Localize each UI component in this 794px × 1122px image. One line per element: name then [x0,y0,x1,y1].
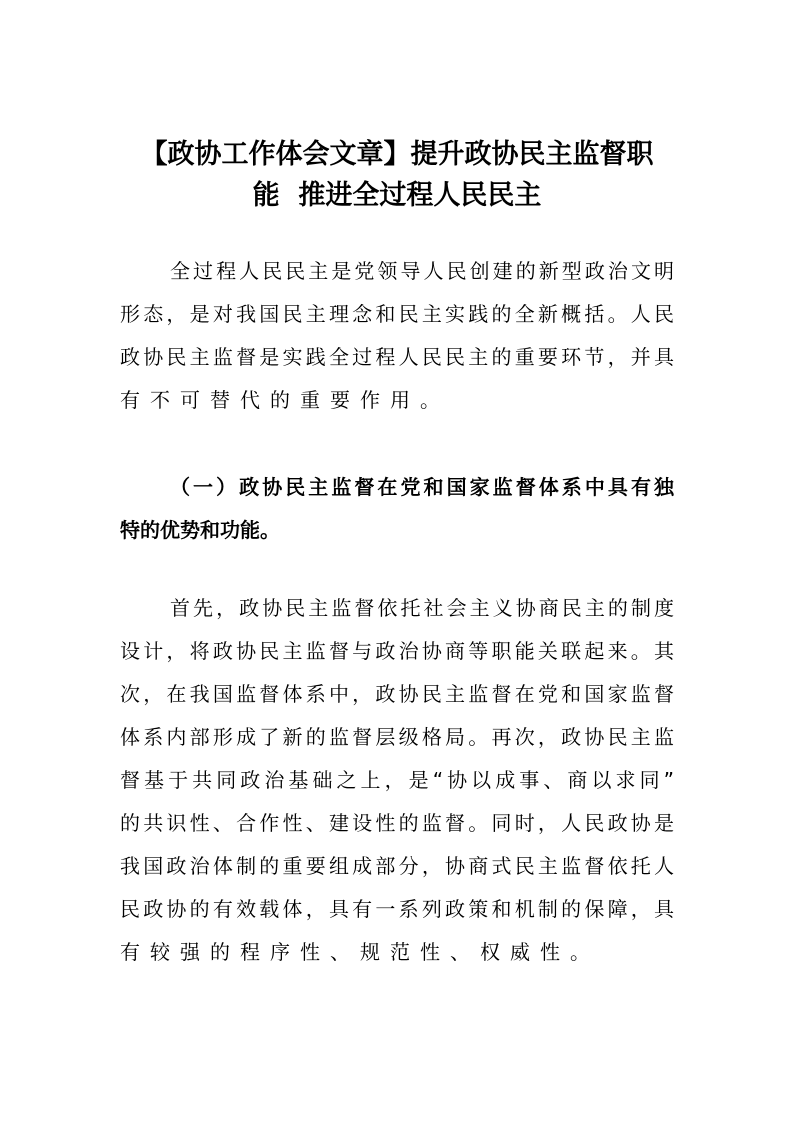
title-line: 【政协工作体会文章】提升政协民主监督职 [140,139,654,170]
text-line: 有不可替代的重要作用。 [120,388,450,412]
text-line: 我国政治体制的重要组成部分，协商式民主监督依托人 [120,854,674,878]
heading-line: 特的优势和功能。 [120,518,280,542]
heading-line: （一）政协民主监督在党和国家监督体系中具有独 [170,475,674,499]
text-line: 体系内部形成了新的监督层级格局。再次，政协民主监 [120,725,674,749]
text-line: 督基于共同政治基础之上，是“协以成事、商以求同” [120,768,674,792]
paragraph-body [120,587,674,974]
text-line: 有较强的程序性、规范性、权威性。 [120,940,600,964]
paragraph-intro [120,250,674,422]
section-heading [120,466,674,552]
text-line: 首先，政协民主监督依托社会主义协商民主的制度 [170,596,674,620]
document-title [120,134,674,216]
text-line: 的共识性、合作性、建设性的监督。同时，人民政协是 [120,811,674,835]
text-line: 政协民主监督是实践全过程人民民主的重要环节，并具 [120,345,674,369]
text-line: 设计，将政协民主监督与政治协商等职能关联起来。其 [120,639,674,663]
text-line: 全过程人民民主是党领导人民创建的新型政治文明 [170,259,674,283]
title-line: 能 推进全过程人民民主 [252,180,542,211]
text-line: 次，在我国监督体系中，政协民主监督在党和国家监督 [120,682,674,706]
text-line: 形态，是对我国民主理念和民主实践的全新概括。人民 [120,302,674,326]
text-line: 民政协的有效载体，具有一系列政策和机制的保障，具 [120,897,674,921]
